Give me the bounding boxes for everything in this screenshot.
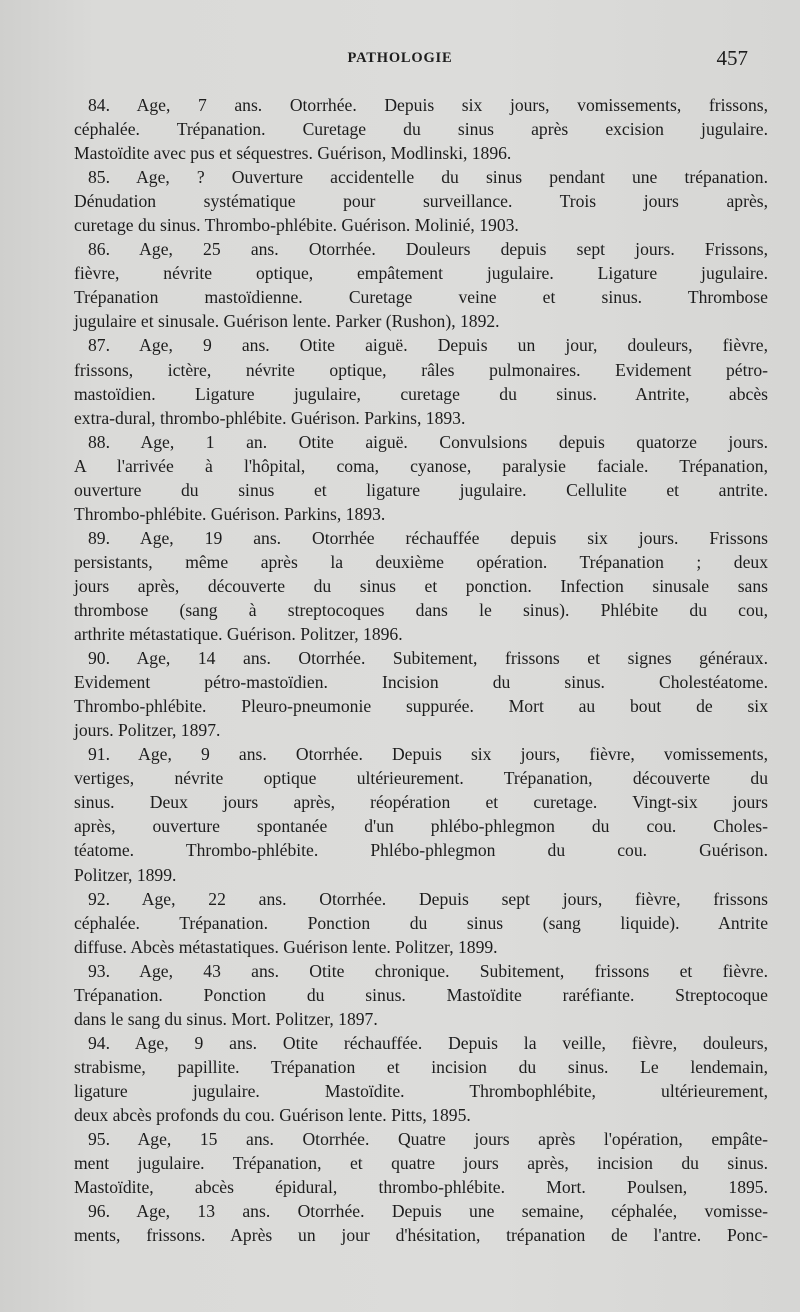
text-line: thrombose (sang à streptocoques dans le sinus). Phlébite du cou,	[74, 599, 768, 620]
text-line: céphalée. Trépanation. Curetage du sinus après excision jugulaire.	[74, 119, 768, 140]
text-line: Trépanation. Ponction du sinus. Mastoïdite raréfiante. Streptocoque	[74, 984, 768, 1005]
text-line: diffuse. Abcès métastatiques. Guérison lente. Politzer, 1899.	[74, 936, 498, 957]
body-text	[74, 93, 768, 1247]
text-line: Dénudation systématique pour surveillance. Trois jours après,	[74, 191, 768, 212]
text-line: 96. Age, 13 ans. Otorrhée. Depuis une semaine, céphalée, vomisse-	[88, 1201, 768, 1222]
text-line: frissons, ictère, névrite optique, râles pulmonaires. Evidement pétro-	[74, 359, 768, 380]
text-line: 93. Age, 43 ans. Otite chronique. Subitement, frissons et fièvre.	[88, 960, 768, 981]
text-line: mastoïdien. Ligature jugulaire, curetage du sinus. Antrite, abcès	[74, 383, 768, 404]
text-line: Evidement pétro-mastoïdien. Incision du sinus. Cholestéatome.	[74, 672, 768, 693]
text-line: céphalée. Trépanation. Ponction du sinus (sang liquide). Antrite	[74, 912, 768, 933]
text-line: sinus. Deux jours après, réopération et curetage. Vingt-six jours	[74, 792, 768, 813]
text-line: vertiges, névrite optique ultérieurement. Trépanation, découverte du	[74, 768, 768, 789]
text-line: 87. Age, 9 ans. Otite aiguë. Depuis un jour, douleurs, fièvre,	[88, 335, 768, 356]
text-line: 92. Age, 22 ans. Otorrhée. Depuis sept jours, fièvre, frissons	[88, 888, 768, 909]
text-line: 91. Age, 9 ans. Otorrhée. Depuis six jours, fièvre, vomissements,	[88, 744, 768, 765]
text-line: ments, frissons. Après un jour d'hésitation, trépanation de l'antre. Ponc-	[74, 1225, 768, 1246]
text-line: Thrombo-phlébite. Pleuro-pneumonie suppurée. Mort au bout de six	[74, 696, 768, 717]
text-line: 88. Age, 1 an. Otite aiguë. Convulsions depuis quatorze jours.	[88, 431, 768, 452]
text-line: 90. Age, 14 ans. Otorrhée. Subitement, frissons et signes généraux.	[88, 648, 768, 669]
text-line: Mastoïdite, abcès épidural, thrombo-phlébite. Mort. Poulsen, 1895.	[74, 1177, 768, 1198]
text-line: dans le sang du sinus. Mort. Politzer, 1897.	[74, 1008, 378, 1029]
text-line: A l'arrivée à l'hôpital, coma, cyanose, paralysie faciale. Trépanation,	[74, 455, 768, 476]
text-line: ligature jugulaire. Mastoïdite. Thrombophlébite, ultérieurement,	[74, 1080, 768, 1101]
text-line: 94. Age, 9 ans. Otite réchauffée. Depuis la veille, fièvre, douleurs,	[88, 1032, 768, 1053]
text-line: Mastoïdite avec pus et séquestres. Guérison, Modlinski, 1896.	[74, 143, 512, 164]
text-line: 84. Age, 7 ans. Otorrhée. Depuis six jours, vomissements, frissons,	[88, 95, 768, 115]
text-line: après, ouverture spontanée d'un phlébo-phlegmon du cou. Choles-	[74, 816, 768, 837]
running-head	[0, 48, 800, 74]
text-line: Trépanation mastoïdienne. Curetage veine et sinus. Thrombose	[74, 287, 768, 308]
text-line: curetage du sinus. Thrombo-phlébite. Guérison. Molinié, 1903.	[74, 215, 519, 236]
page-number: 457	[716, 46, 748, 70]
text-line: téatome. Thrombo-phlébite. Phlébo-phlegmon du cou. Guérison.	[74, 840, 768, 861]
text-line: ouverture du sinus et ligature jugulaire. Cellulite et antrite.	[74, 479, 768, 500]
text-line: 89. Age, 19 ans. Otorrhée réchauffée depuis six jours. Frissons	[88, 527, 768, 548]
text-line: Thrombo-phlébite. Guérison. Parkins, 1893.	[74, 503, 386, 524]
text-line: Politzer, 1899.	[74, 864, 177, 885]
text-line: 86. Age, 25 ans. Otorrhée. Douleurs depuis sept jours. Frissons,	[88, 239, 768, 260]
page-title: PATHOLOGIE	[347, 50, 453, 66]
text-line: strabisme, papillite. Trépanation et incision du sinus. Le lendemain,	[74, 1056, 768, 1077]
text-line: fièvre, névrite optique, empâtement jugulaire. Ligature jugulaire.	[74, 263, 768, 284]
text-line: jours. Politzer, 1897.	[74, 720, 221, 741]
text-line: 85. Age, ? Ouverture accidentelle du sinus pendant une trépanation.	[88, 167, 768, 188]
text-line: jours après, découverte du sinus et ponction. Infection sinusale sans	[74, 575, 768, 596]
text-line: arthrite métastatique. Guérison. Politzer, 1896.	[74, 624, 403, 645]
text-line: deux abcès profonds du cou. Guérison lente. Pitts, 1895.	[74, 1104, 471, 1125]
text-line: persistants, même après la deuxième opération. Trépanation ; deux	[74, 551, 768, 572]
text-line: ment jugulaire. Trépanation, et quatre jours après, incision du sinus.	[74, 1153, 768, 1174]
text-line: extra-dural, thrombo-phlébite. Guérison. Parkins, 1893.	[74, 407, 466, 428]
text-line: 95. Age, 15 ans. Otorrhée. Quatre jours après l'opération, empâte-	[88, 1129, 768, 1150]
text-line: jugulaire et sinusale. Guérison lente. Parker (Rushon), 1892.	[74, 311, 500, 332]
